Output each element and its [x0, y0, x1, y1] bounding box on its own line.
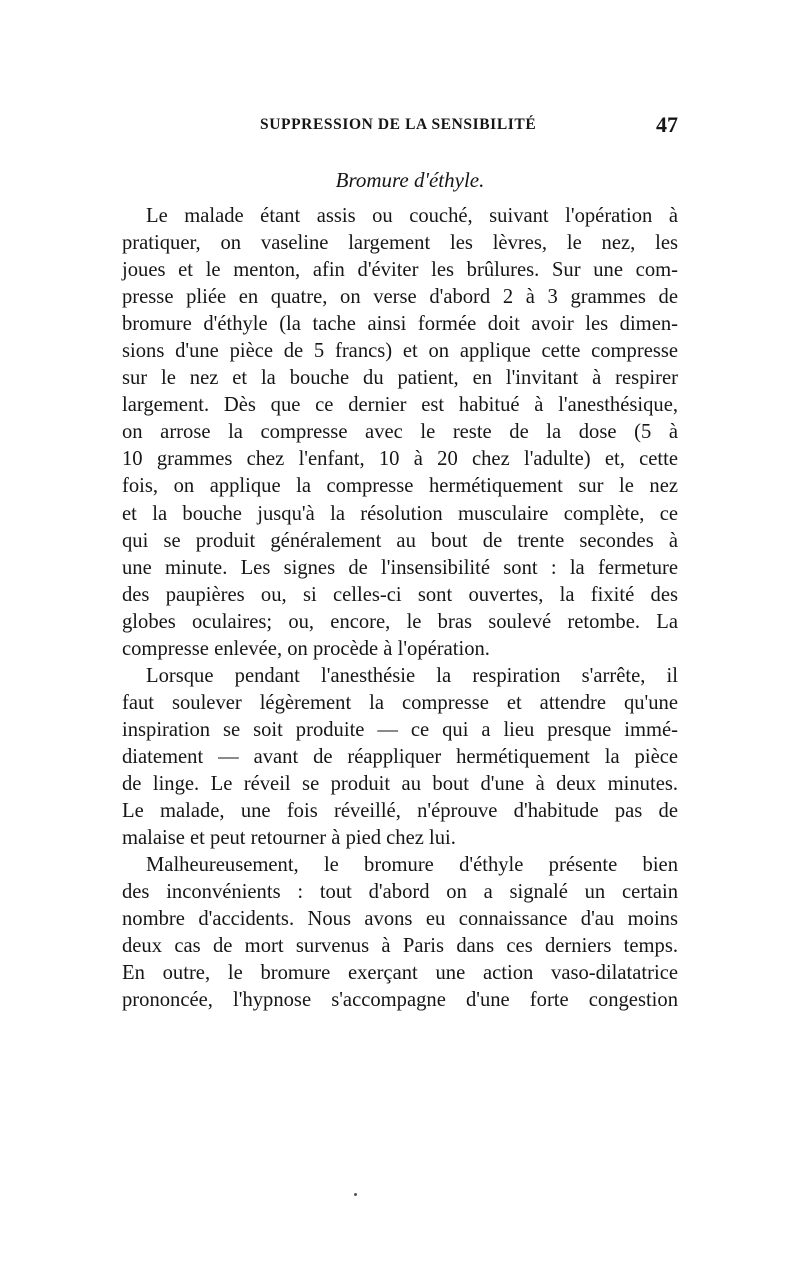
paragraph — [122, 203, 678, 663]
ink-speck — [354, 1193, 357, 1196]
text-line: faut soulever légèrement la compresse et attendre qu'une — [122, 691, 678, 714]
text-line: inspiration se soit produite — ce qui a lieu presque immé- — [122, 718, 678, 741]
text-line: deux cas de mort survenus à Paris dans ces derniers temps. — [122, 935, 678, 958]
body-text — [122, 203, 678, 1014]
paragraph — [122, 663, 678, 852]
text-line: des paupières ou, si celles-ci sont ouvertes, la fixité des — [122, 583, 678, 606]
text-line: prononcée, l'hypnose s'accompagne d'une forte congestion — [122, 989, 678, 1012]
text-line: joues et le menton, afin d'éviter les brûlures. Sur une com- — [122, 259, 678, 282]
text-line: diatement — avant de réappliquer hermétiquement la pièce — [122, 745, 678, 768]
text-line: fois, on applique la compresse hermétiquement sur le nez — [122, 475, 678, 498]
text-line: sur le nez et la bouche du patient, en l'invitant à respirer — [122, 367, 678, 390]
text-line: Le malade étant assis ou couché, suivant l'opération à — [146, 205, 678, 227]
running-head — [120, 112, 680, 138]
text-line: de linge. Le réveil se produit au bout d'une à deux minutes. — [122, 772, 678, 795]
text-line: Lorsque pendant l'anesthésie la respiration s'arrête, il — [146, 664, 678, 687]
text-line: sions d'une pièce de 5 francs) et on applique cette compresse — [122, 340, 678, 363]
text-line: presse pliée en quatre, on verse d'abord 2 à 3 grammes de — [122, 286, 678, 309]
page-number: 47 — [656, 112, 678, 137]
text-line: globes oculaires; ou, encore, le bras soulevé retombe. La — [122, 610, 678, 633]
text-line: bromure d'éthyle (la tache ainsi formée doit avoir les dimen- — [122, 313, 678, 336]
text-line: on arrose la compresse avec le reste de la dose (5 à — [122, 421, 678, 444]
text-line: largement. Dès que ce dernier est habitué à l'anesthésique, — [122, 394, 678, 417]
text-line: qui se produit généralement au bout de trente secondes à — [122, 529, 678, 552]
text-line: compresse enlevée, on procède à l'opération. — [122, 637, 490, 660]
running-title: SUPPRESSION DE LA SENSIBILITÉ — [260, 116, 537, 133]
text-line: 10 grammes chez l'enfant, 10 à 20 chez l'adulte) et, cette — [122, 448, 678, 471]
text-line: des inconvénients : tout d'abord on a signalé un certain — [122, 881, 678, 904]
text-line: et la bouche jusqu'à la résolution musculaire complète, ce — [122, 502, 678, 525]
text-line: En outre, le bromure exerçant une action vaso-dilatatrice — [122, 962, 678, 985]
text-line: une minute. Les signes de l'insensibilité sont : la fermeture — [122, 556, 678, 579]
text-line: malaise et peut retourner à pied chez lui. — [122, 827, 456, 850]
text-line: nombre d'accidents. Nous avons eu connaissance d'au moins — [122, 908, 678, 931]
text-line: Malheureusement, le bromure d'éthyle présente bien — [146, 854, 678, 877]
text-line: Le malade, une fois réveillé, n'éprouve d'habitude pas de — [122, 800, 678, 823]
section-title: Bromure d'éthyle. — [335, 168, 485, 192]
text-line: pratiquer, on vaseline largement les lèvres, le nez, les — [122, 232, 678, 255]
paragraph — [122, 852, 678, 1014]
